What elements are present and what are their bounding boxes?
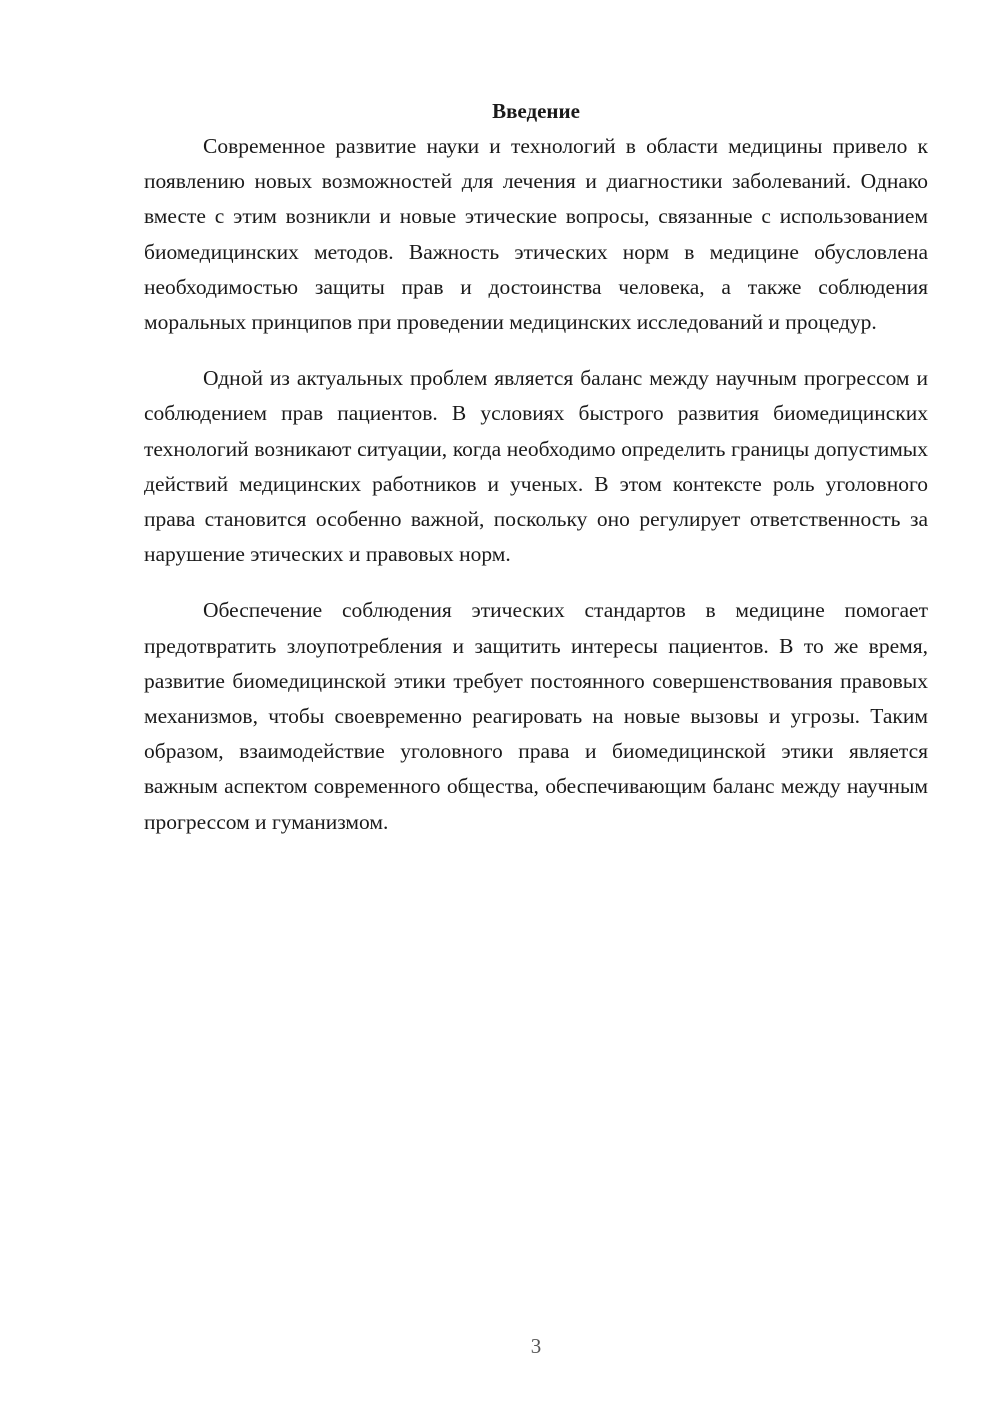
page-number: 3 [530, 1334, 542, 1358]
section-heading: Введение [492, 99, 580, 123]
paragraph-1: Современное развитие науки и технологий в области медицины привело к появлению новых возможностей для лечения и диагностики заболеваний. Однако вместе с этим возникли и новые этические вопросы, связанные с использованием биомедицинских методов. Важность этических норм в медицине обусловлена необходимостью защиты прав и достоинства человека, а также соблюдения моральных принципов при проведении медицинских исследований и процедур. [144, 134, 928, 335]
paragraph-2: Одной из актуальных проблем является баланс между научным прогрессом и соблюдением прав пациентов. В условиях быстрого развития биомедицинских технологий возникают ситуации, когда необходимо определить границы допустимых действий медицинских работников и ученых. В этом контексте роль уголовного права становится особенно важной, поскольку оно регулирует ответственность за нарушение этических и правовых норм. [144, 366, 928, 567]
page-content [144, 94, 928, 840]
paragraph-3: Обеспечение соблюдения этических стандартов в медицине помогает предотвратить злоупотребления и защитить интересы пациентов. В то же время, развитие биомедицинской этики требует постоянного совершенствования правовых механизмов, чтобы своевременно реагировать на новые вызовы и угрозы. Таким образом, взаимодействие уголовного права и биомедицинской этики является важным аспектом современного общества, обеспечивающим баланс между научным прогрессом и гуманизмом. [144, 598, 928, 834]
